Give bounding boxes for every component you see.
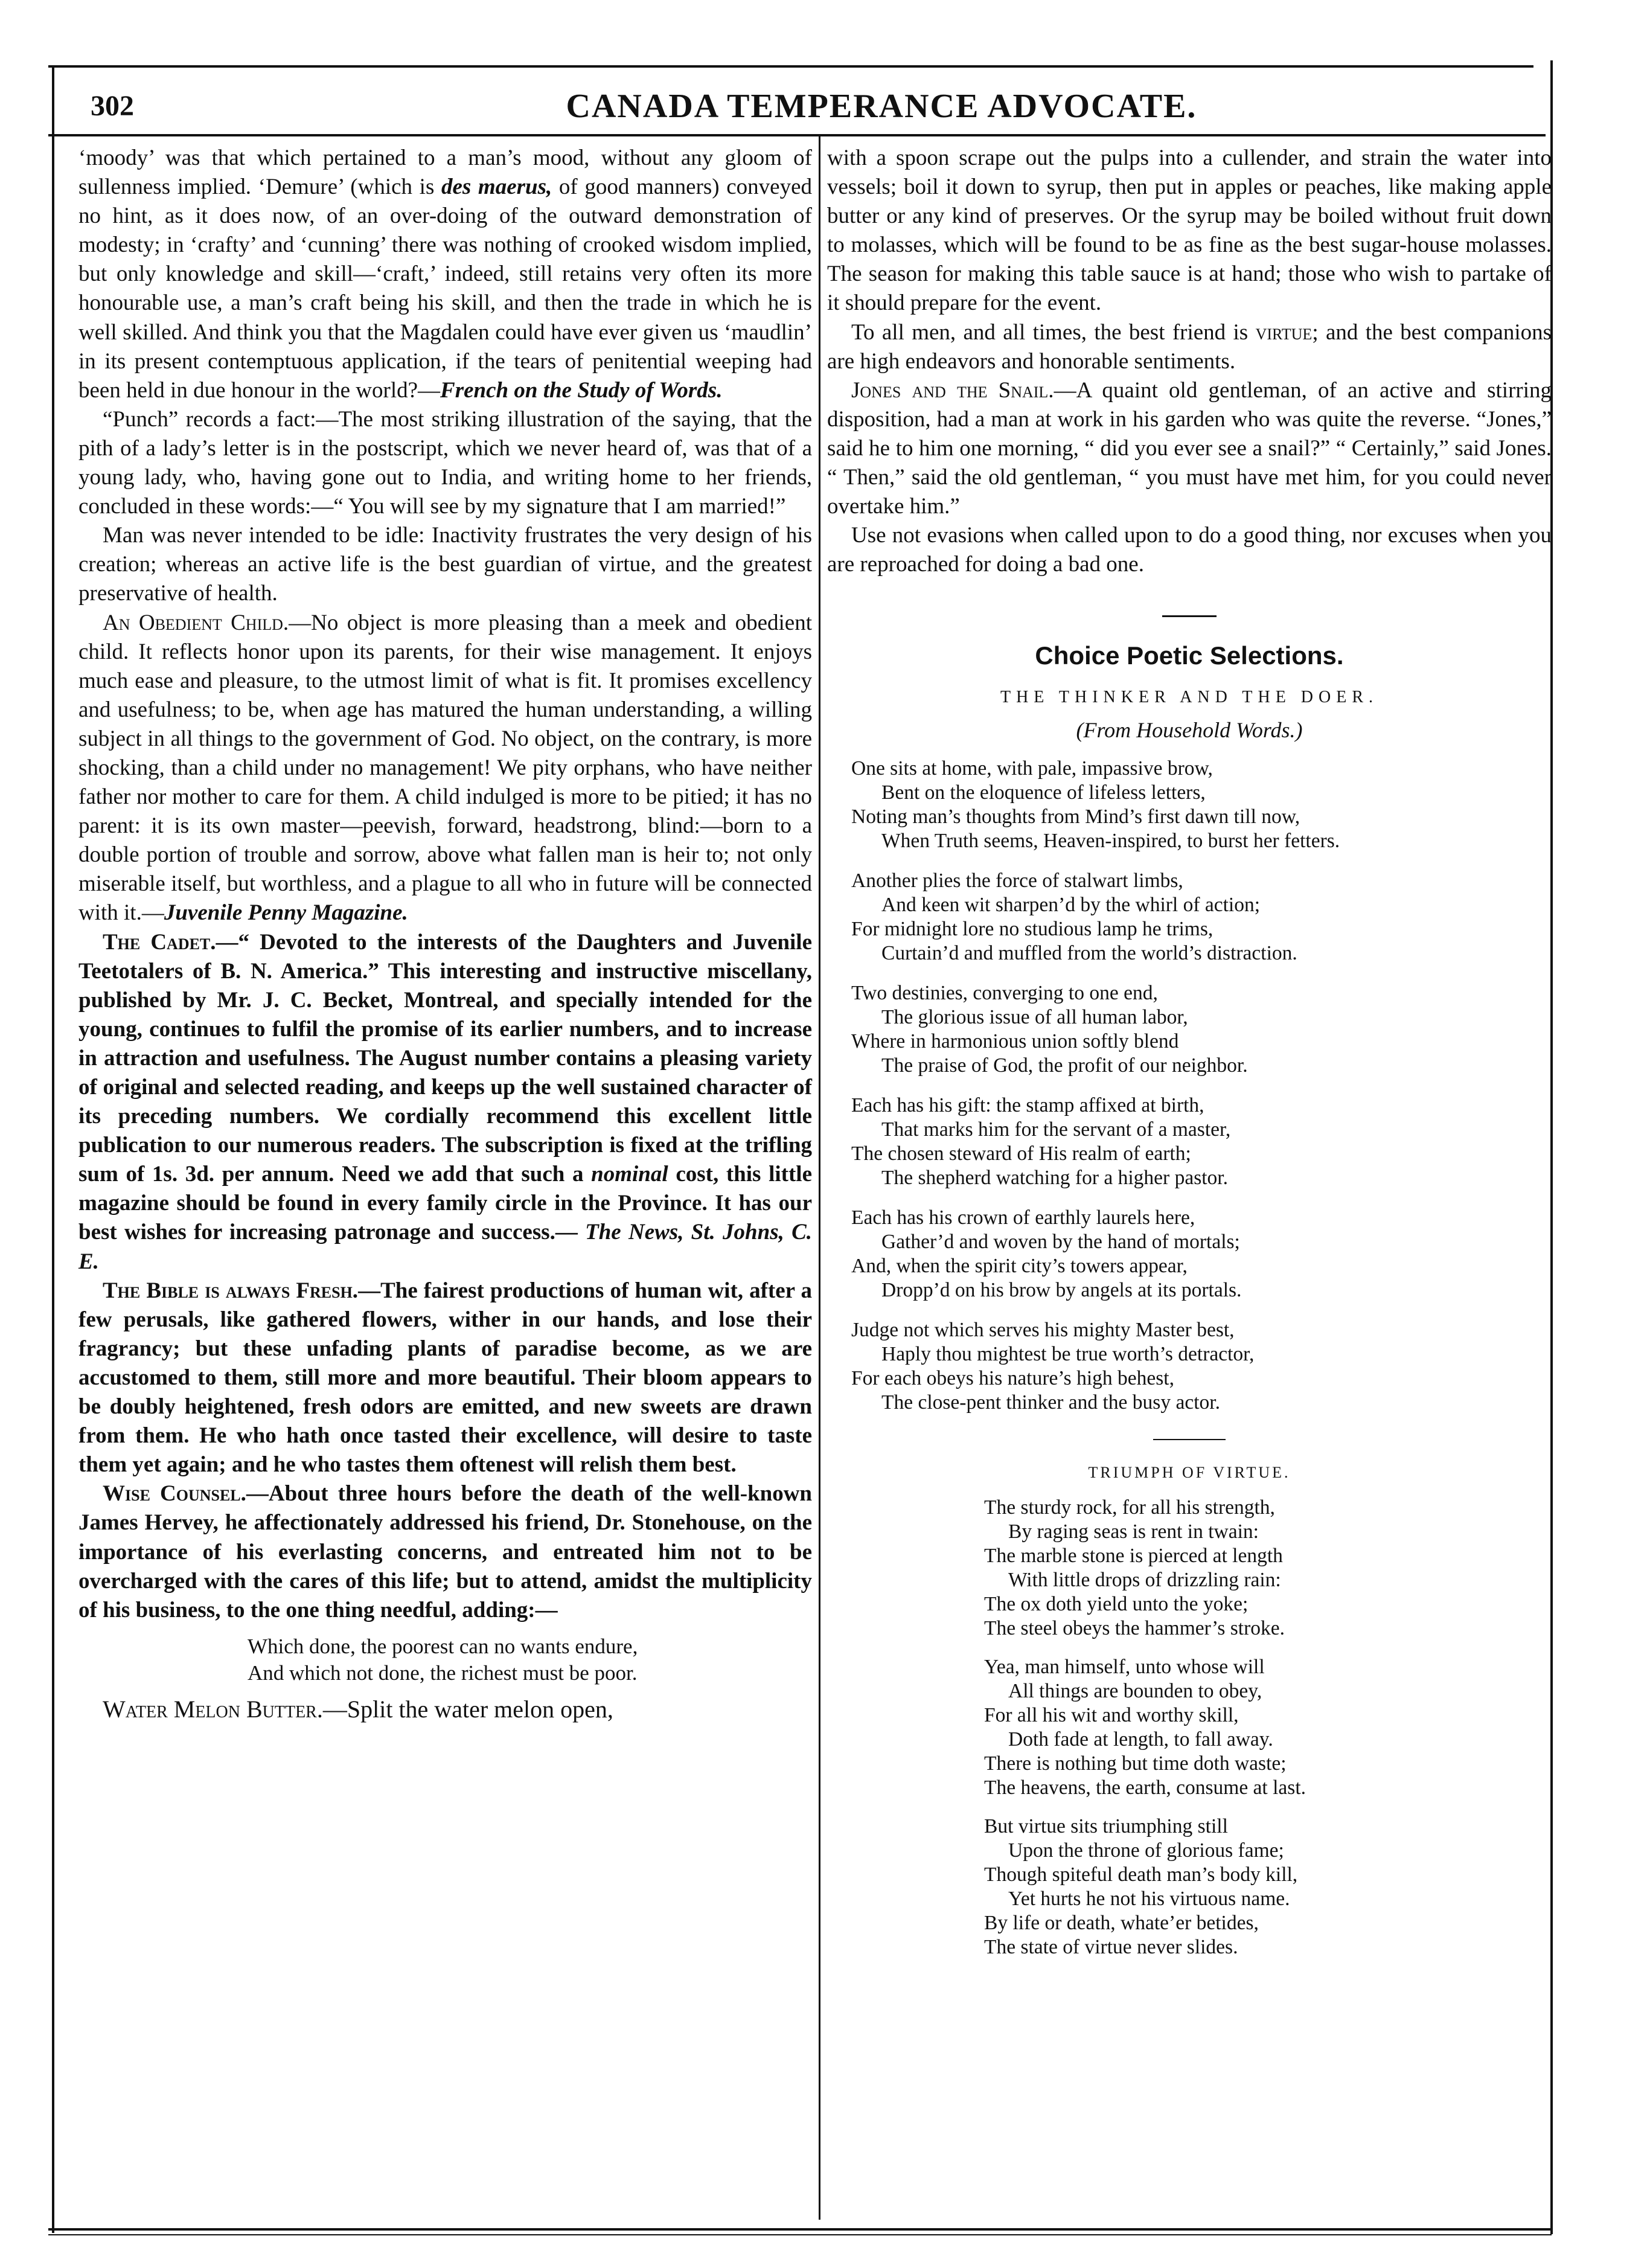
poem-line: Two destinies, converging to one end, <box>851 981 1158 1004</box>
article-jones-snail: Jones and the Snail.—A quaint old gentleman, of an active and stirring disposition, had a man at work in his garden who was quite the reverse. “Jones,” said he to him one morning, “ did you ever see a snail?” “ Certainly,” said Jones. “ Then,” said the old gentleman, “ you must have met him, for you could never overtake him.” <box>827 377 1552 519</box>
poem-line: By life or death, whate’er betides, <box>984 1911 1259 1934</box>
poem-line: By raging seas is rent in twain: <box>1008 1520 1259 1543</box>
poem-line: There is nothing but time doth waste; <box>984 1752 1287 1775</box>
article-wise-counsel: Wise Counsel.—About three hours before the death of the well-known James Hervey, he affectionately addressed his friend, Dr. Stonehouse, on the importance of his everlasting concerns, and entreated him not to be overcharged with the cares of this life; but to attend, amidst the multiplicity of his business, to the one thing needful, adding:— <box>78 1481 812 1623</box>
poem-line: And, when the spirit city’s towers appear, <box>851 1254 1188 1277</box>
poem-divider <box>1153 1439 1226 1440</box>
page-title: CANADA TEMPERANCE ADVOCATE. <box>566 88 1197 125</box>
poem-thinker-and-doer <box>827 757 1552 1415</box>
poem-line: Each has his crown of earthly laurels here, <box>851 1206 1195 1229</box>
poem-line: The praise of God, the profit of our neighbor. <box>881 1054 1248 1077</box>
poem-stanza <box>851 981 1552 1078</box>
poem-line: The close-pent thinker and the busy actor. <box>881 1391 1220 1414</box>
left-frame-rule <box>52 65 54 2233</box>
article-water-melon-butter: Water Melon Butter.—Split the water melon open, <box>103 1695 613 1723</box>
top-rule <box>48 65 1533 68</box>
poem-stanza <box>851 757 1552 853</box>
poem-line: Doth fade at length, to fall away. <box>1008 1728 1273 1751</box>
poem-line: The ox doth yield unto the yoke; <box>984 1592 1249 1615</box>
poem-line: Gather’d and woven by the hand of mortals; <box>881 1230 1240 1253</box>
poem-line: The heavens, the earth, consume at last. <box>984 1776 1306 1799</box>
poem-line: Judge not which serves his mighty Master best, <box>851 1318 1235 1341</box>
section-title: Choice Poetic Selections. <box>1035 641 1344 670</box>
verse-line: Which done, the poorest can no wants endure, <box>248 1634 638 1658</box>
poem-line: Noting man’s thoughts from Mind’s first dawn till now, <box>851 805 1300 828</box>
article-evasions: Use not evasions when called upon to do a good thing, nor excuses when you are reproached for doing a bad one. <box>827 523 1552 577</box>
poem-line: Where in harmonious union softly blend <box>851 1030 1179 1052</box>
poem-line: The sturdy rock, for all his strength, <box>984 1496 1275 1519</box>
poem-triumph-of-virtue <box>827 1496 1552 1959</box>
verse-line: And which not done, the richest must be poor. <box>248 1661 638 1685</box>
article-the-cadet: The Cadet.—“ Devoted to the interests of the Daughters and Juvenile Teetotalers of B. N. America.” This interesting and instructive miscellany, published by Mr. J. C. Becket, Montreal, and specially intended for the young, continues to fulfil the promise of its earlier numbers, and to increase in attraction and usefulness. The August number contains a pleasing variety of original and selected reading, and keeps up the well sustained character of its preceding numbers. We cordially recommend this excellent little publication to our numerous readers. The subscription is fixed at the trifling sum of 1s. 3d. per annum. Need we add that such a nominal cost, this little magazine should be found in every family circle in the Province. It has our best wishes for increasing patronage and success.— The News, St. Johns, C. E. <box>78 929 813 1274</box>
poem-stanza <box>984 1496 1552 1641</box>
page-number: 302 <box>91 90 134 122</box>
poem-line: Yea, man himself, unto whose will <box>984 1655 1265 1678</box>
poem-line: Curtain’d and muffled from the world’s distraction. <box>881 941 1297 964</box>
poem-line: When Truth seems, Heaven-inspired, to burst her fetters. <box>881 829 1340 852</box>
poem-line: The state of virtue never slides. <box>984 1935 1238 1958</box>
poem-line: Bent on the eloquence of lifeless letters, <box>881 781 1206 804</box>
poem-line: For all his wit and worthy skill, <box>984 1703 1239 1726</box>
poem-stanza <box>984 1815 1552 1959</box>
left-column <box>78 144 812 1724</box>
header-rule <box>48 134 1546 136</box>
article-words-etymology: ‘moody’ was that which pertained to a man’s mood, without any gloom of sullenness implied. ‘Demure’ (which is des maerus, of good manners) conveyed no hint, as it does now, of an over-doing of the outward demonstration of modesty; in ‘crafty’ and ‘cunning’ there was nothing of crooked wisdom implied, but only knowledge and skill—‘craft,’ indeed, still retains very often its more honourable use, a man’s craft being his skill, and then the trade in which he is well skilled. And think you that the Magdalen could have ever given us ‘maudlin’ in its present contemptuous application, if the tears of penitential weeping had been held in due honour in the world?—French on the Study of Words. <box>78 146 813 403</box>
poem-line: Yet hurts he not his virtuous name. <box>1008 1887 1290 1910</box>
poem-line: But virtue sits triumphing still <box>984 1815 1228 1837</box>
section-divider <box>1162 615 1217 617</box>
poem-stanza <box>851 1094 1552 1190</box>
article-punch-fact: “Punch” records a fact:—The most striking illustration of the saying, that the pith of a lady’s letter is in the postscript, which we never heard of, was that of a young lady, who, having gone out to India, and writing home to her friends, concluded in these words:—“ You will see by my signature that I am married!” <box>78 406 812 519</box>
poem-line: And keen wit sharpen’d by the whirl of action; <box>881 893 1261 916</box>
poem-line: The chosen steward of His realm of earth; <box>851 1142 1191 1165</box>
poem-line: For midnight lore no studious lamp he trims, <box>851 917 1214 940</box>
article-best-friend-virtue: To all men, and all times, the best friend is virtue; and the best companions are high endeavors and honorable sentiments. <box>827 319 1552 374</box>
poem-line: The glorious issue of all human labor, <box>881 1005 1188 1028</box>
poem-stanza <box>851 1318 1552 1415</box>
article-obedient-child: An Obedient Child.—No object is more pleasing than a meek and obedient child. It reflects honor upon its parents, for their wise management. It enjoys much ease and pleasure, to the utmost limit of what is fit. It promises excellency and usefulness; to be, when age has matured the human understanding, a willing subject in all things to the government of God. No object, on the contrary, is more shocking, than a child under no management! We pity orphans, who have neither father nor mother to care for them. A child indulged is more to be pitied; it has no parent: it is its own master—peevish, forward, headstrong, blind:—born to a double portion of trouble and sorrow, above what fallen man is heir to; not only miserable itself, but worthless, and a plague to all who in future will be connected with it.—Juvenile Penny Magazine. <box>78 610 812 926</box>
poem-line: The steel obeys the hammer’s stroke. <box>984 1616 1285 1639</box>
poem-line: The marble stone is pierced at length <box>984 1544 1283 1567</box>
poem-title: THE THINKER AND THE DOER. <box>1000 687 1379 706</box>
poem-line: The shepherd watching for a higher pastor. <box>881 1166 1228 1189</box>
poem-line: That marks him for the servant of a master, <box>881 1118 1231 1141</box>
poem-title: TRIUMPH OF VIRTUE. <box>1088 1463 1291 1481</box>
poem-line: One sits at home, with pale, impassive brow, <box>851 757 1213 780</box>
poem-line: Upon the throne of glorious fame; <box>1008 1839 1284 1862</box>
column-divider <box>819 136 820 2220</box>
bottom-rule-thin <box>48 2234 1552 2235</box>
poem-stanza <box>984 1655 1552 1800</box>
poem-line: Each has his gift: the stamp affixed at birth, <box>851 1094 1204 1116</box>
article-idleness: Man was never intended to be idle: Inactivity frustrates the very design of his creation; whereas an active life is the best guardian of virtue, and the greatest preservative of health. <box>78 523 812 606</box>
poem-stanza <box>851 1206 1552 1302</box>
poem-line: All things are bounden to obey, <box>1008 1679 1262 1702</box>
poem-stanza <box>851 869 1552 966</box>
poem-line: Dropp’d on his brow by angels at its portals. <box>881 1278 1242 1301</box>
article-bible-fresh: The Bible is always Fresh.—The fairest productions of human wit, after a few perusals, like gathered flowers, wither in our hands, and lose their fragrancy; but these unfading plants of paradise become, as we are accustomed to them, still more and more beautiful. Their bloom appears to be doubly heightened, fresh odors are emitted, and new sweets are drawn from them. He who hath once tasted their excellence, will desire to taste them yet again; and he who tastes them oftenest will relish them best. <box>78 1278 812 1478</box>
poem-line: With little drops of drizzling rain: <box>1008 1568 1281 1591</box>
poem-line: Another plies the force of stalwart limbs, <box>851 869 1183 892</box>
poem-line: For each obeys his nature’s high behest, <box>851 1366 1174 1389</box>
article-water-melon-butter-cont: with a spoon scrape out the pulps into a cullender, and strain the water into vessels; boil it down to syrup, then put in apples or peaches, like making apple butter or any kind of preserves. Or the syrup may be boiled without fruit down to molasses, which will be found to be as fine as the best sugar-house molasses. The season for making this table sauce is at hand; those who wish to partake of it should prepare for the event. <box>827 146 1552 316</box>
poem-line: Haply thou mightest be true worth’s detractor, <box>881 1342 1255 1365</box>
right-column <box>827 144 1552 1974</box>
poem-source: (From Household Words.) <box>1076 717 1303 742</box>
poem-line: Though spiteful death man’s body kill, <box>984 1863 1298 1886</box>
bottom-rule <box>48 2228 1552 2231</box>
verse-couplet <box>248 1633 812 1687</box>
